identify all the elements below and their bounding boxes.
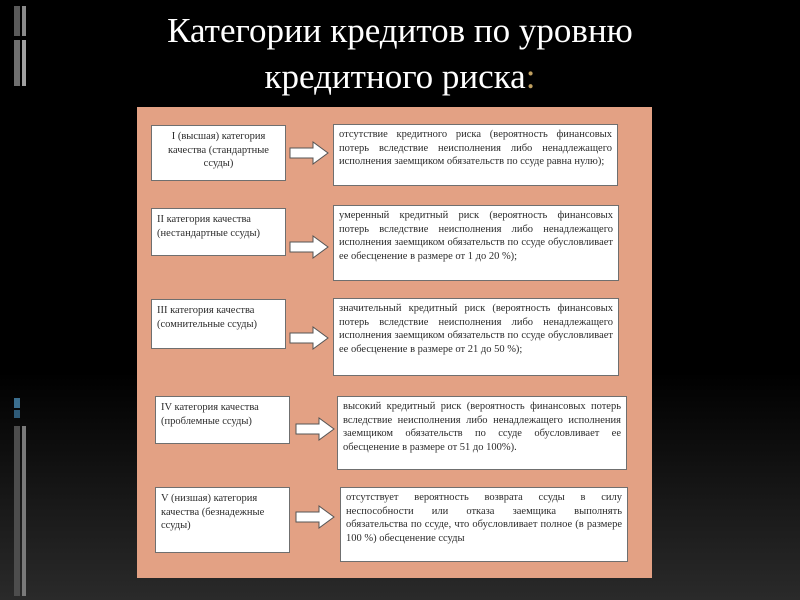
description-box-2: умеренный кредитный риск (вероятность финансовых потерь вследствие неисполнения либо ненадлежащего исполнения заемщиком обязательств по ссуде обусловливает ее обесценение в размере от 1 до 20 %);: [333, 205, 619, 281]
category-box-2: II категория качества (нестандартные ссуды): [151, 208, 286, 256]
arrow-right-icon-5: [295, 505, 335, 529]
description-box-5: отсутствует вероятность возврата ссуды в силу неспособности или отказа заемщика выполнять обязательства по ссуде, что обусловливает полное (в размере 100 %) обесценение ссуды: [340, 487, 628, 562]
decorative-stripes-bottom: [14, 396, 28, 600]
slide-title-line1: Категории кредитов по уровню: [167, 11, 633, 50]
slide-title-line2-text: кредитного риска: [264, 57, 526, 96]
category-box-4: IV категория качества (проблемные ссуды): [155, 396, 290, 444]
arrow-right-icon-3: [289, 326, 329, 350]
slide-title-colon: :: [525, 57, 536, 96]
arrow-right-icon-1: [289, 141, 329, 165]
description-box-3: значительный кредитный риск (вероятность финансовых потерь вследствие неисполнения либо ненадлежащего исполнения заемщиком обязательств по ссуде обусловливает ее обесценение в размере от 21 до 50 %);: [333, 298, 619, 376]
decorative-stripes-top: [14, 0, 28, 90]
arrow-right-icon-2: [289, 235, 329, 259]
arrow-right-icon-4: [295, 417, 335, 441]
description-box-4: высокий кредитный риск (вероятность финансовых потерь вследствие неисполнения либо ненадлежащего исполнения заемщиком обязательств по ссуде обусловливает ее обесценение в размере от 51 до 100%).: [337, 396, 627, 470]
category-box-1: I (высшая) категория качества (стандартные ссуды): [151, 125, 286, 181]
diagram-panel: [137, 107, 652, 578]
description-box-1: отсутствие кредитного риска (вероятность финансовых потерь вследствие неисполнения либо ненадлежащего исполнения заемщиком обязательств по ссуде равна нулю);: [333, 124, 618, 186]
category-box-5: V (низшая) категория качества (безнадежные ссуды): [155, 487, 290, 553]
slide-title-line2: [60, 54, 740, 100]
slide-title: [60, 8, 740, 100]
category-box-3: III категория качества (сомнительные ссуды): [151, 299, 286, 349]
